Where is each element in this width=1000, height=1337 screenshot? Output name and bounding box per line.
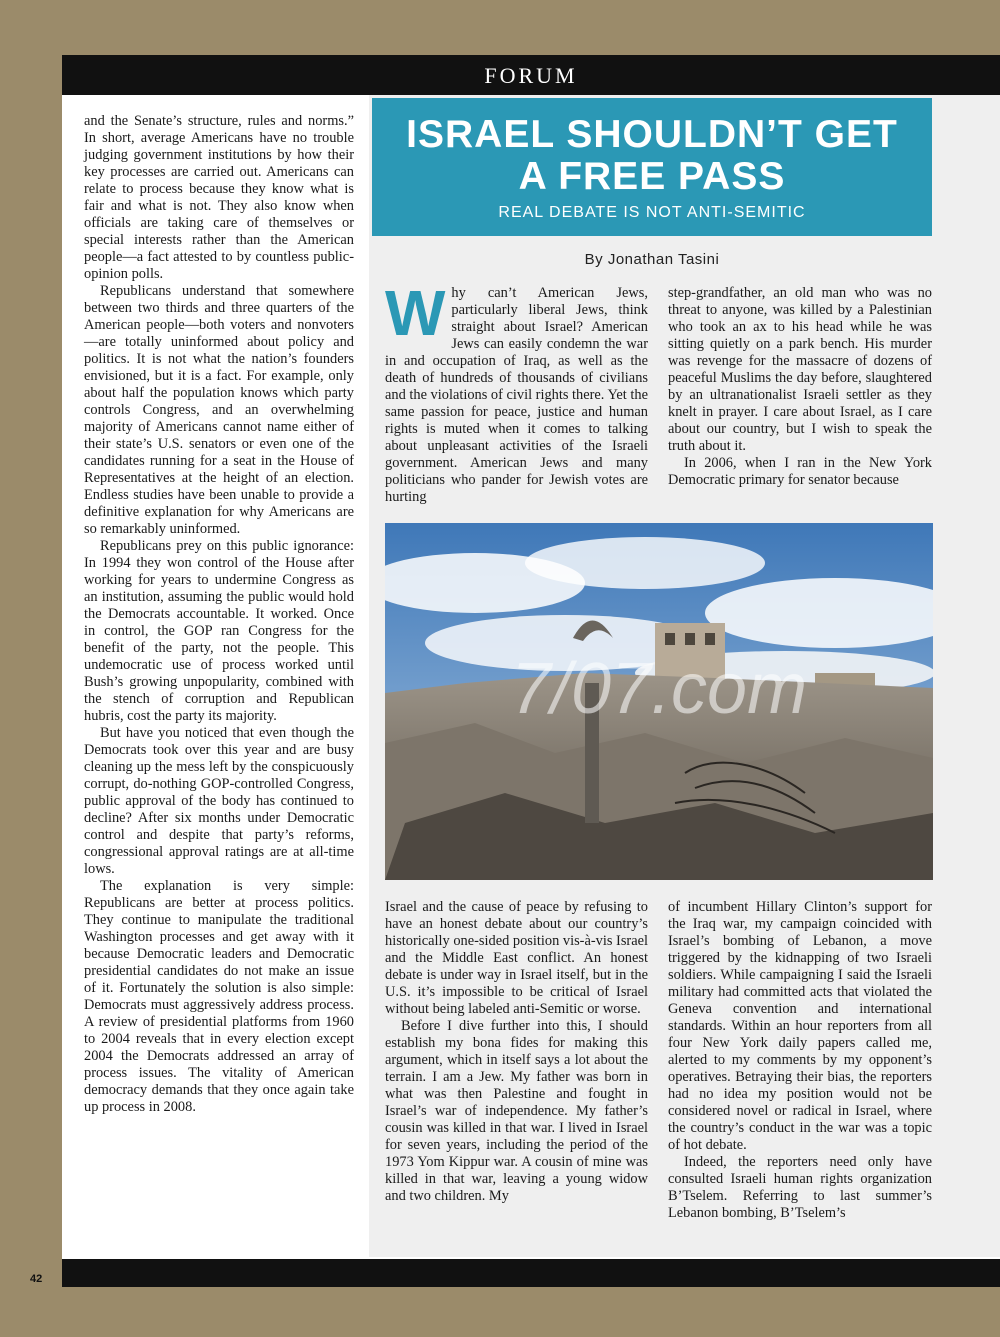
byline: By Jonathan Tasini [584, 251, 720, 268]
article-column-1-top [385, 277, 648, 506]
left-column-text [84, 113, 354, 1116]
article-column-2-top [668, 285, 932, 489]
article-column-1-bottom [385, 899, 648, 1205]
paragraph-text: hy can’t American Jews, particularly liberal Jews, think straight about Israel? American Jews can easily condemn the war in and occupation of Iraq, as well as the death of hundreds of thousands of civilians and the violations of civil rights there. Yet the same passion for peace, justice and human rights is muted when it comes to talking about unpleasant activities of the Israeli government. American Jews and many politicians who pander for Jewish votes are hurting [385, 285, 648, 505]
rubble-photo [385, 523, 933, 880]
section-header: FORUM [62, 55, 1000, 95]
headline-line: ISRAEL SHOULDN’T GET [406, 113, 898, 156]
paragraph: The explanation is very simple: Republicans are better at process politics. They continue to manipulate the traditional Washington processes and get away with it because Democratic leaders and Democratic presidential candidates do not make an issue of it. Fortunately the solution is also simple: Democrats must aggressively address process. A review of presidential platforms from 1960 to 2004 reveals that in every election except 2004 the Democrats addressed an array of process issues. The vitality of American democracy demands that they once again take up process in 2008. [84, 878, 354, 1115]
photo-watermark: 7/07.com [510, 649, 808, 729]
article-panel [369, 95, 1000, 1257]
paragraph: But have you noticed that even though the Democrats took over this year and are busy cleaning up the mess left by the conspicuously corrupt, do-nothing GOP-controlled Congress, public approval of the body has continued to decline? After six months under Democratic control and despite that party’s reforms, congressional approval ratings are at all-time lows. [84, 725, 354, 877]
page-number: 42 [30, 1273, 43, 1285]
paragraph: and the Senate’s structure, rules and norms.” In short, average Americans have no trouble judging government institutions by how their key processes are carried out. Americans can relate to process because they know what is fair and what is not. They also know when officials are taking care of themselves or special interests rather than the American people—a fact attested to by countless public-opinion polls. [84, 113, 354, 282]
deck: REAL DEBATE IS NOT ANTI-SEMITIC [498, 204, 806, 221]
paragraph: Republicans prey on this public ignorance: In 1994 they won control of the House after working for years to undermine Congress as an institution, assuming the public would hold the Democrats accountable. It worked. Once in control, the GOP ran Congress for the benefit of the party, not the people. This undemocratic use of process worked until Bush’s growing unpopularity, combined with the stench of corruption and Republican hubris, cost the party its majority. [84, 538, 354, 724]
paragraph: Israel and the cause of peace by refusing to have an honest debate about our country’s historically one-sided position vis-à-vis Israel and the Middle East conflict. An honest debate is under way in Israel itself, but in the U.S. it’s impossible to be critical of Israel without being labeled anti-Semitic or worse. [385, 899, 648, 1017]
paragraph: In 2006, when I ran in the New York Democratic primary for senator because [668, 455, 932, 488]
headline-line: A FREE PASS [518, 155, 786, 198]
article-column-2-bottom [668, 899, 932, 1222]
footer-bar [62, 1259, 1000, 1287]
headline [372, 114, 932, 198]
paragraph [385, 277, 648, 506]
paragraph: step-grandfather, an old man who was no threat to anyone, was killed by a Palestinian who took an ax to his head while he was sitting quietly on a park bench. His murder was revenge for the massacre of dozens of peaceful Muslims the day before, slaughtered by an ultranationalist Israeli settler as they knelt in prayer. I care about Israel, as I care about our country, but I wish to speak the truth about it. [668, 285, 932, 454]
paragraph: Before I dive further into this, I should establish my bona fides for making this argument, which in itself says a lot about the terrain. I am a Jew. My father was born in what was then Palestine and fought in Israel’s war of independence. My father’s cousin was killed in that war. I lived in Israel for seven years, including the period of the 1973 Yom Kippur war. A cousin of mine was killed in that war, leaving a young widow and two children. My [385, 1018, 648, 1204]
paragraph: Indeed, the reporters need only have consulted Israeli human rights organization B’Tselem. Referring to last summer’s Lebanon bombing, B’Tselem’s [668, 1154, 932, 1221]
paragraph: of incumbent Hillary Clinton’s support for the Iraq war, my campaign coincided with Israel’s bombing of Lebanon, a move triggered by the kidnapping of two Israeli soldiers. While campaigning I said the Israeli military had committed acts that violated the Geneva convention and international standards. Within an hour reporters from all four New York daily papers called me, alerted to my comments by my opponent’s operatives. Betraying their bias, the reporters had no idea my position would not be considered novel or radical in Israel, where the country’s conduct in the war was a topic of hot debate. [668, 899, 932, 1153]
paragraph: Republicans understand that somewhere between two thirds and three quarters of the American people—both voters and nonvoters—are totally uninformed about policy and politics. It is not what the nation’s founders envisioned, but it is a fact. For example, only about half the population knows which party controls Congress, and an overwhelming majority of Americans cannot name either of their state’s U.S. senators or even one of the candidates running for a seat in the House of Representatives at the height of an election. Endless studies have been unable to provide a definitive explanation for why Americans are so remarkably uninformed. [84, 283, 354, 537]
headline-box [372, 98, 932, 236]
magazine-page [62, 55, 1000, 1287]
drop-cap: W [385, 277, 446, 349]
photo-illustration [385, 523, 933, 880]
